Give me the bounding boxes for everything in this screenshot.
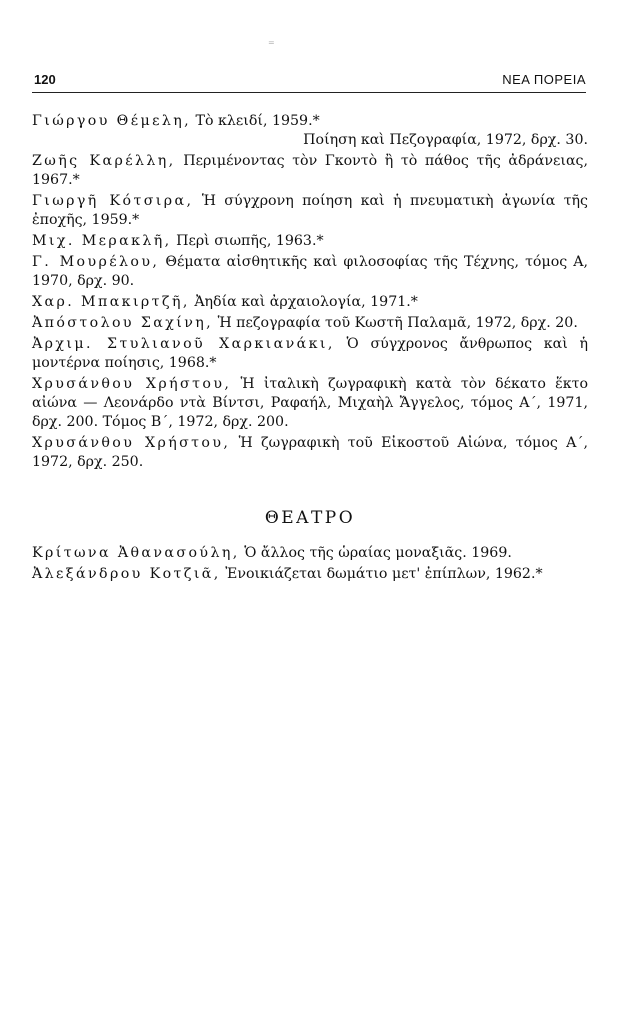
bibliography-entry xyxy=(32,375,588,432)
entry-author: Γιωργῆ Κότσιρα, xyxy=(32,193,194,209)
entry-text: Ἡ σύγχρονη ποίηση καὶ ἡ πνευματικὴ ἀγωνία τῆς ἐποχῆς, 1959.* xyxy=(32,193,589,228)
entry-text: Ἡ ἰταλικὴ ζωγραφικὴ κατὰ τὸν δέκατο ἕκτο αἰώνα — Λεονάρδο ντὰ Βίντσι, Ραφαήλ, Μιχαὴλ Ἄγγελος, τόμος Α΄, 1971, δρχ. 200. Τόμος Β΄, 1972, δρχ. 200. xyxy=(32,376,588,430)
section-title-theatre: ΘΕΑΤΡΟ xyxy=(264,508,356,528)
page-header xyxy=(32,70,586,93)
bibliography-entry xyxy=(32,335,588,373)
entry-author: Χαρ. Μπακιρτζῆ, xyxy=(32,294,190,310)
entry-author: Ἀρχιμ. Στυλιανοῦ Χαρκιανάκι, xyxy=(32,336,335,352)
entry-text: Θέματα αἰσθητικῆς καὶ φιλοσοφίας τῆς Τέχνης, τόμος Α, 1970, δρχ. 90. xyxy=(32,254,589,289)
entry-author: Κρίτωνα Ἀθανασούλη, xyxy=(32,545,240,561)
entry-author: Χρυσάνθου Χρήστου, xyxy=(32,376,232,392)
entry-author: Γ. Μουρέλου, xyxy=(32,254,160,270)
bibliography-entry xyxy=(32,152,588,190)
entry-text: Ἐνοικιάζεται δωμάτιο μετ' ἐπίπλων, 1962.* xyxy=(225,566,543,582)
entry-text: Περὶ σιωπῆς, 1963.* xyxy=(176,233,324,249)
bibliography-entry xyxy=(32,293,588,312)
entry-author: Ἀλεξάνδρου Κοτζιᾶ, xyxy=(32,566,221,582)
theatre-entry xyxy=(32,565,588,584)
entry-text: Ὁ σύγχρονος ἄνθρωπος καὶ ἡ μοντέρνα ποίησις, 1968.* xyxy=(32,336,589,371)
entry-text: Τὸ κλειδί, 1959.* xyxy=(195,113,320,129)
bibliography-entry xyxy=(32,192,588,230)
entry-text: Ὁ ἄλλος τῆς ὡραίας μοναξιᾶς. 1969. xyxy=(244,545,512,561)
bibliography-entry xyxy=(32,434,588,472)
bibliography-entry xyxy=(32,253,588,291)
bibliography-entry xyxy=(32,232,588,251)
running-head: ΝΕΑ ΠΟΡΕΙΑ xyxy=(502,72,586,87)
theatre-entry xyxy=(32,544,588,563)
entry-text: Περιμένοντας τὸν Γκοντὸ ἢ τὸ πάθος τῆς ἀδράνειας, 1967.* xyxy=(32,153,589,188)
bibliography-entry xyxy=(32,314,588,333)
entry-text: Ἀηδία καὶ ἀρχαιολογία, 1971.* xyxy=(194,294,418,310)
top-mark: = xyxy=(268,38,275,47)
entry-author: Ζωῆς Καρέλλη, xyxy=(32,153,176,169)
bibliography-content xyxy=(32,112,588,586)
entry-author: Γιώργου Θέμελη, xyxy=(32,113,192,129)
entry-text: Ἡ πεζογραφία τοῦ Κωστῆ Παλαμᾶ, 1972, δρχ. 20. xyxy=(217,315,578,331)
entry-text-continued: Ποίηση καὶ Πεζογραφία, 1972, δρχ. 30. xyxy=(303,132,588,148)
entry-author: Μιχ. Μερακλῆ, xyxy=(32,233,172,249)
entry-text: Ἡ ζωγραφικὴ τοῦ Εἰκοστοῦ Αἰώνα, τόμος Α΄, 1972, δρχ. 250. xyxy=(32,435,589,470)
entry-author: Χρυσάνθου Χρήστου, xyxy=(32,435,231,451)
entry-author: Ἀπόστολου Σαχίνη, xyxy=(32,315,214,331)
bibliography-entry xyxy=(32,112,588,150)
page-number: 120 xyxy=(34,72,56,87)
